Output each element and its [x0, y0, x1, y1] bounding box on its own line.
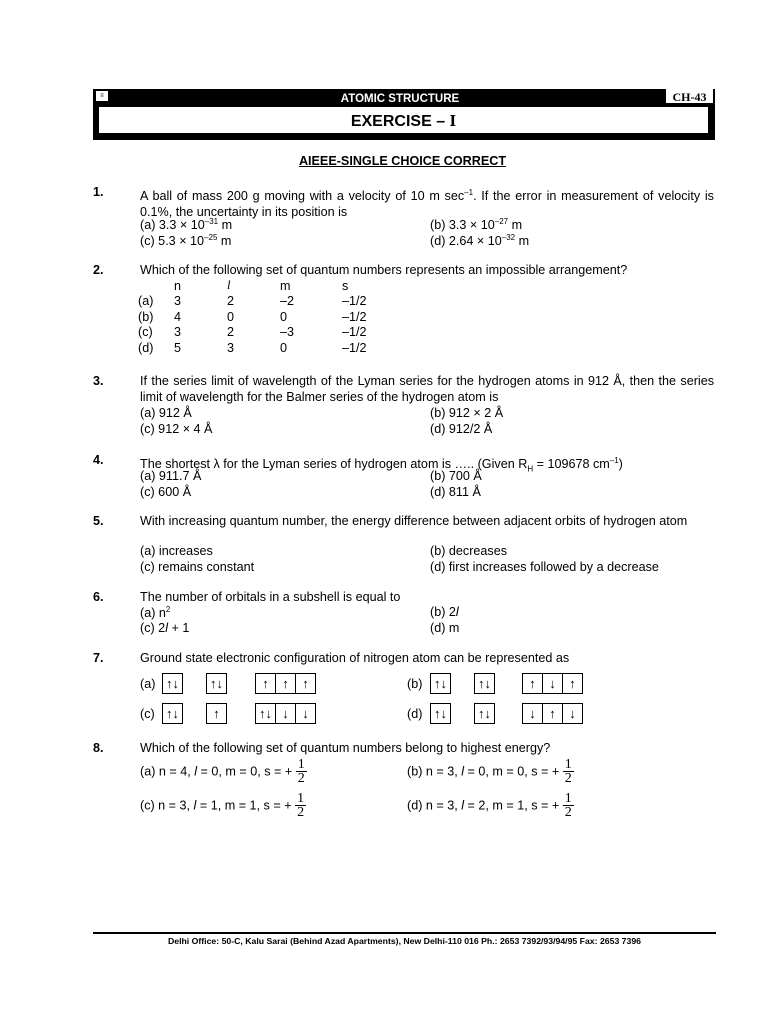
- footer-address: Delhi Office: 50-C, Kalu Sarai (Behind Azad Apartments), New Delhi-110 016 Ph.: 2653 7392/93/94/95 Fax: 2653 7396: [167, 936, 642, 946]
- orbital-box-2p: [255, 703, 316, 724]
- option-c: (c) remains constant: [140, 560, 255, 574]
- question-number: 6.: [93, 590, 104, 604]
- option-d-label: (d): [407, 707, 423, 721]
- question-text: A ball of mass 200 g moving with a velocity of 10 m $\sec^{-1}$. If the error in measurement of velocity is 0.1%, the uncertainty in its position is: [140, 188, 714, 219]
- arrow-down-icon: ↓: [302, 706, 309, 721]
- table-cell: –1/2: [342, 340, 367, 355]
- table-cell: 2: [227, 294, 235, 309]
- table-cell: 5: [174, 340, 182, 355]
- electron-pair-icon: ↑↓: [478, 706, 491, 721]
- electron-pair-icon: ↑↓: [434, 706, 447, 721]
- table-cell: –3: [280, 325, 295, 340]
- option-d: (d) $2.64 \times 10^{-32}$ m: [430, 233, 530, 249]
- orbital-box-2s: [206, 673, 227, 694]
- arrow-up-icon: ↑: [302, 676, 309, 691]
- question-text: Ground state electronic configuration of nitrogen atom can be represented as: [140, 651, 570, 665]
- question-number: 4.: [93, 453, 104, 467]
- arrow-down-icon: ↓: [276, 704, 296, 723]
- exercise-roman: I: [449, 111, 457, 130]
- question-number: 5.: [93, 514, 104, 528]
- electron-pair-icon: ↑↓: [256, 704, 276, 723]
- orbital-box-1s: [162, 673, 183, 694]
- option-b: (b) 912 × 2 Å: [430, 406, 504, 420]
- exercise-title: [99, 107, 708, 133]
- logo-icon: ≡: [95, 90, 109, 102]
- table-header: n: [174, 278, 182, 293]
- arrow-up-icon: ↑: [543, 704, 563, 723]
- table-cell: (b): [138, 309, 154, 324]
- option-a: (a) 911.7 Å: [140, 469, 202, 483]
- table-row: [138, 325, 392, 341]
- question-text: Which of the following set of quantum numbers represents an impossible arrangement?: [140, 263, 628, 277]
- orbital-box-2p: [522, 673, 583, 694]
- table-cell: –1/2: [342, 294, 367, 309]
- electron-pair-icon: ↑↓: [166, 706, 179, 721]
- orbital-box-2s: [474, 703, 495, 724]
- table-cell: (c): [138, 325, 153, 340]
- table-header: m: [280, 278, 291, 293]
- table-header: [138, 278, 174, 294]
- option-a-label: (a): [140, 677, 156, 691]
- option-d: (d) 811 Å: [430, 485, 481, 499]
- table-cell: 0: [280, 340, 288, 355]
- table-cell: 0: [227, 309, 235, 324]
- question-text: The shortest λ for the Lyman series of hydrogen atom is ….. (Given $R_H = 109678$ $cm^{-1}$): [140, 456, 623, 474]
- table-cell: (a): [138, 294, 154, 309]
- table-cell: 3: [227, 340, 235, 355]
- question-text: The number of orbitals in a subshell is equal to: [140, 590, 401, 604]
- fraction: $\frac{1}{2}$: [297, 791, 305, 820]
- arrow-up-icon: ↑: [523, 674, 543, 693]
- option-c: (c) n = 3, l = 1, m = 1, s = + $\frac{1}{2}$: [140, 791, 305, 820]
- table-cell: –1/2: [342, 325, 367, 340]
- orbital-box-2p: [522, 703, 583, 724]
- table-cell: 4: [174, 309, 182, 324]
- table-cell: 0: [280, 309, 288, 324]
- question-number: 8.: [93, 741, 104, 755]
- electron-pair-icon: ↑↓: [434, 676, 447, 691]
- option-b: (b) $3.3 \times 10^{-27}$ m: [430, 217, 523, 233]
- option-b: (b) 2l: [430, 605, 459, 619]
- option-c: (c) 912 × 4 Å: [140, 422, 213, 436]
- arrow-up-icon: ↑: [256, 674, 276, 693]
- table-cell: 3: [174, 294, 182, 309]
- option-a: (a) 912 Å: [140, 406, 192, 420]
- option-d: (d) 912/2 Å: [430, 422, 493, 436]
- table-row: [138, 309, 392, 325]
- arrow-down-icon: ↓: [543, 674, 563, 693]
- question-number: 1.: [93, 185, 104, 199]
- question-number: 3.: [93, 374, 104, 388]
- orbital-box-1s: [162, 703, 183, 724]
- option-d: (d) n = 3, l = 2, m = 1, s = + $\frac{1}{2}$: [407, 791, 572, 820]
- arrow-down-icon: ↓: [523, 704, 543, 723]
- orbital-box-1s: [430, 673, 451, 694]
- option-a: (a) increases: [140, 544, 213, 558]
- table-row: [138, 294, 392, 310]
- option-a: (a) n = 4, l = 0, m = 0, s = + $\frac{1}{2}$: [140, 757, 305, 786]
- electron-pair-icon: ↑↓: [166, 676, 179, 691]
- arrow-down-icon: ↓: [569, 706, 576, 721]
- question-text: If the series limit of wavelength of the Lyman series for the hydrogen atoms in 912 Å, then the series limit of wavelength for the Balmer series of the hydrogen atom is: [140, 374, 714, 404]
- question-number: 7.: [93, 651, 104, 665]
- table-cell: 2: [227, 325, 235, 340]
- chapter-label: CH-43: [666, 89, 713, 103]
- option-b: (b) n = 3, l = 0, m = 0, s = + $\frac{1}{2}$: [407, 757, 572, 786]
- fraction: $\frac{1}{2}$: [564, 791, 572, 820]
- option-d: (d) m: [430, 621, 460, 635]
- table-cell: –1/2: [342, 309, 367, 324]
- orbital-box-1s: [430, 703, 451, 724]
- exercise-prefix: EXERCISE –: [350, 113, 450, 130]
- table-header-row: [138, 278, 392, 294]
- table-row: [138, 340, 392, 356]
- orbital-box-2s: [474, 673, 495, 694]
- table-cell: (d): [138, 340, 154, 355]
- table-cell: –2: [280, 294, 295, 309]
- fraction: $\frac{1}{2}$: [564, 757, 572, 786]
- option-a: (a) $n^2$: [140, 605, 171, 621]
- question-text: Which of the following set of quantum numbers belong to highest energy?: [140, 741, 551, 755]
- option-c: (c) $5.3 \times 10^{-25}$ m: [140, 233, 232, 249]
- orbital-box-2s: [206, 703, 227, 724]
- table-cell: 3: [174, 325, 182, 340]
- option-c: (c) 2l + 1: [140, 621, 190, 635]
- option-c-label: (c): [140, 707, 155, 721]
- option-c: (c) 600 Å: [140, 485, 192, 499]
- orbital-box-2p: [255, 673, 316, 694]
- fraction: $\frac{1}{2}$: [297, 757, 305, 786]
- arrow-up-icon: ↑: [213, 706, 220, 721]
- option-b: (b) decreases: [430, 544, 507, 558]
- section-title: AIEEE-SINGLE CHOICE CORRECT: [298, 154, 507, 168]
- option-b: (b) 700 Å: [430, 469, 482, 483]
- electron-pair-icon: ↑↓: [478, 676, 491, 691]
- question-text: With increasing quantum number, the energy difference between adjacent orbits of hydrogen atom: [140, 514, 688, 528]
- option-b-label: (b): [407, 677, 423, 691]
- electron-pair-icon: ↑↓: [210, 676, 223, 691]
- footer-divider: [93, 932, 716, 934]
- quantum-number-table: [138, 278, 392, 356]
- header-title: ATOMIC STRUCTURE: [340, 93, 460, 104]
- arrow-up-icon: ↑: [569, 676, 576, 691]
- table-header: s: [342, 278, 349, 293]
- table-header: l: [227, 278, 231, 293]
- option-d: (d) first increases followed by a decrease: [430, 560, 659, 574]
- question-number: 2.: [93, 263, 104, 277]
- option-a: (a) $3.3 \times 10^{-31}$ m: [140, 217, 233, 233]
- arrow-up-icon: ↑: [276, 674, 296, 693]
